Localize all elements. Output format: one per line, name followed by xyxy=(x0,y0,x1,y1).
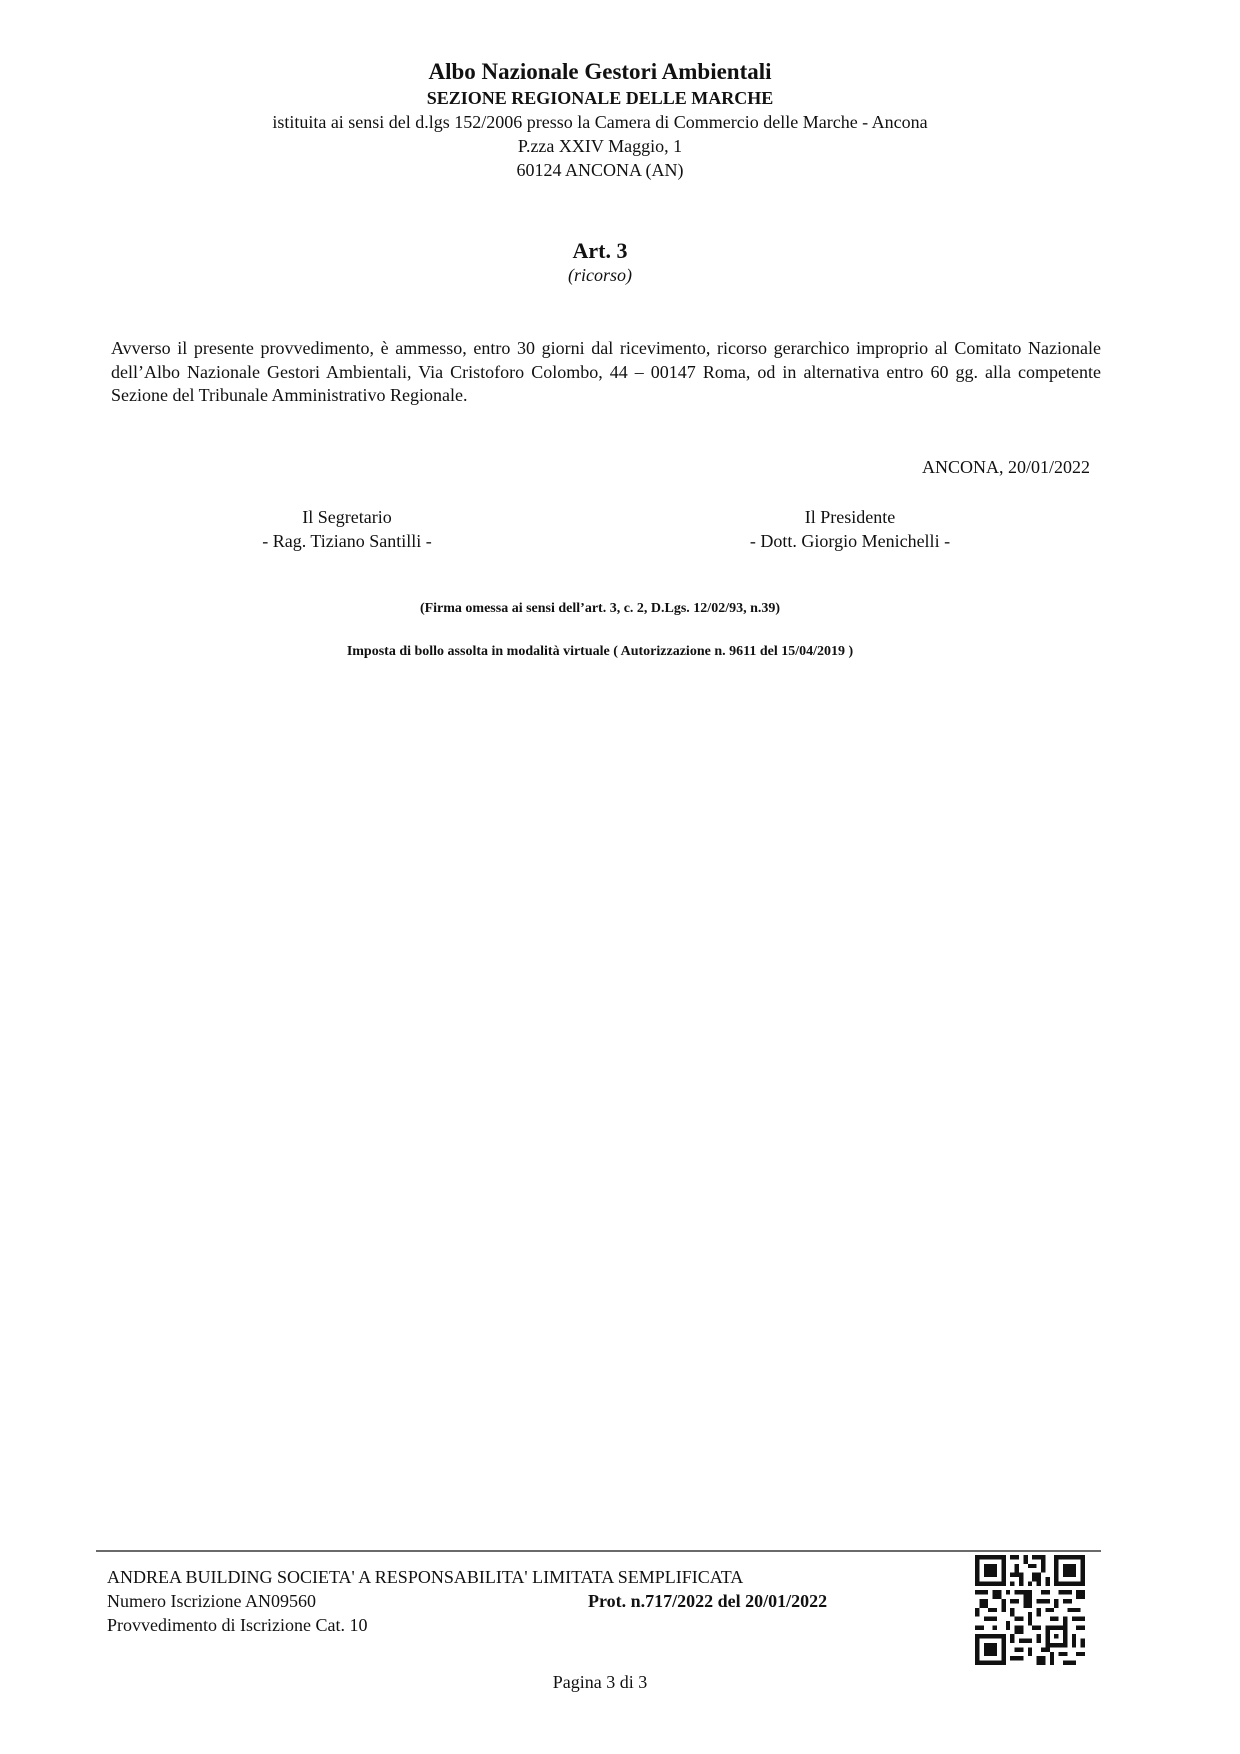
footer-protocol: Prot. n.717/2022 del 20/01/2022 xyxy=(588,1591,828,1611)
page-number: Pagina 3 di 3 xyxy=(552,1672,648,1692)
signature-omitted-note: (Firma omessa ai sensi dell’art. 3, c. 2, D.Lgs. 12/02/93, n.39) xyxy=(419,601,781,616)
signature-name: - Rag. Tiziano Santilli - xyxy=(262,531,432,551)
header-section: SEZIONE REGIONALE DELLE MARCHE xyxy=(426,88,774,108)
header-subtitle-line: istituita ai sensi del d.lgs 152/2006 presso la Camera di Commercio delle Marche - Ancona xyxy=(272,112,928,132)
header-address-line: P.zza XXIV Maggio, 1 xyxy=(517,136,683,156)
article-body: Avverso il presente provvedimento, è ammesso, entro 30 giorni dal ricevimento, ricorso gerarchico improprio al Comitato Nazionale dell’Albo Nazionale Gestori Ambientali, Via Cristoforo Colombo, 44 – 00147 Roma, od in alternativa entro 60 gg. alla competente Sezione del Tribunale Amministrativo Regionale. xyxy=(111,338,1101,405)
signature-president xyxy=(650,505,1050,553)
header-city-line: 60124 ANCONA (AN) xyxy=(516,160,684,180)
article-subtitle: (ricorso) xyxy=(568,265,632,285)
stamp-duty-note: Imposta di bollo assolta in modalità virtuale ( Autorizzazione n. 9611 del 15/04/2019 ) xyxy=(346,644,854,659)
footer-company-name: ANDREA BUILDING SOCIETA' A RESPONSABILITA' LIMITATA SEMPLIFICATA xyxy=(107,1567,744,1587)
signature-secretary xyxy=(147,505,547,553)
signature-role: Il Presidente xyxy=(804,507,896,527)
signature-name: - Dott. Giorgio Menichelli - xyxy=(749,531,951,551)
header-title: Albo Nazionale Gestori Ambientali xyxy=(428,59,772,84)
footer-divider xyxy=(96,1550,1101,1552)
footer-provision: Provvedimento di Iscrizione Cat. 10 xyxy=(107,1615,368,1635)
signature-role: Il Segretario xyxy=(302,507,392,527)
place-date: ANCONA, 20/01/2022 xyxy=(921,457,1090,477)
qr-code-icon xyxy=(975,1555,1085,1665)
footer-registration-number: Numero Iscrizione AN09560 xyxy=(107,1591,316,1611)
article-title: Art. 3 xyxy=(572,238,628,263)
